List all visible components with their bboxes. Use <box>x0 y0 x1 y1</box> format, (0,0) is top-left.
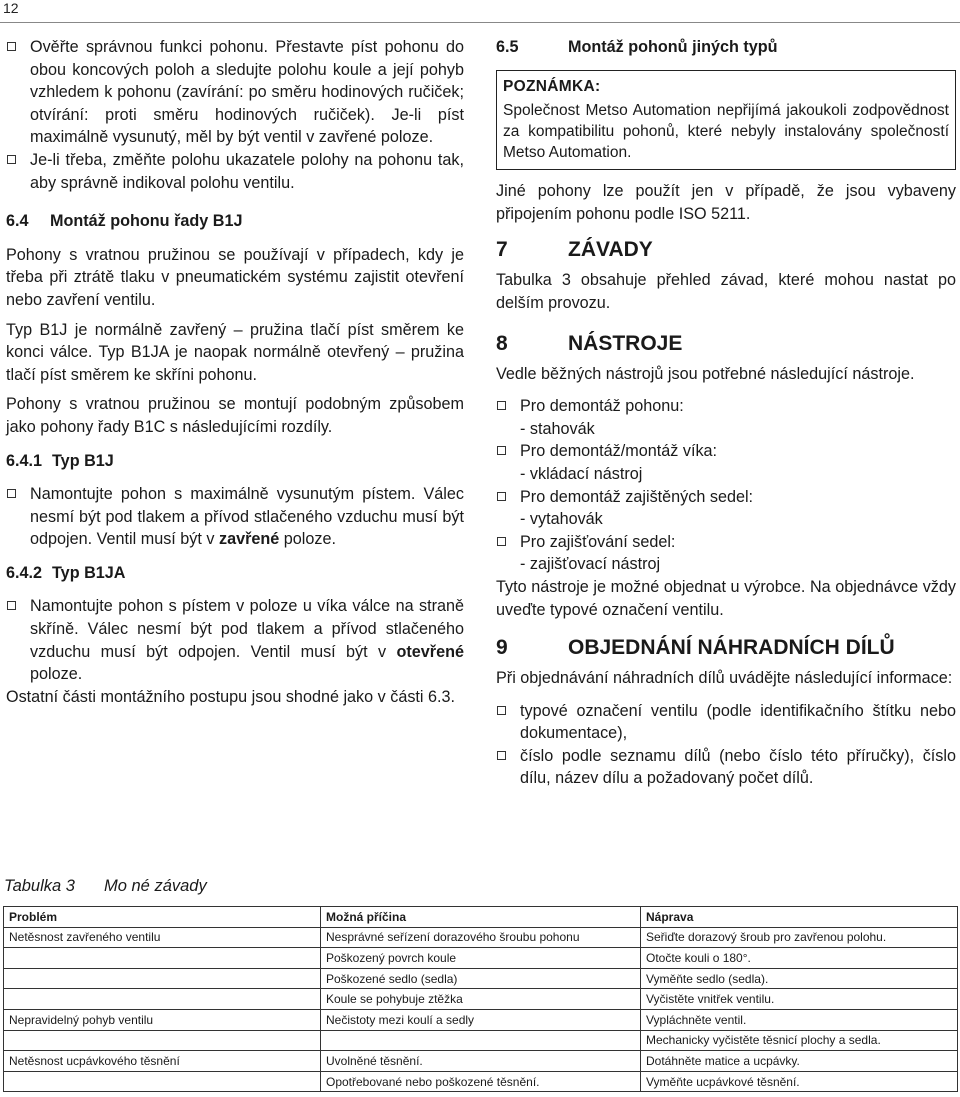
table-cell <box>4 989 321 1010</box>
section-heading-9: 9 OBJEDNÁNÍ NÁHRADNÍCH DÍLŮ <box>496 636 895 660</box>
table-cell: Nesprávné seřízení dorazového šroubu pohonu <box>321 927 641 948</box>
table-row <box>4 1009 958 1030</box>
table-cell: Dotáhněte matice a ucpávky. <box>641 1051 958 1072</box>
table-cell: Nečistoty mezi koulí a sedly <box>321 1009 641 1030</box>
list-item: typové označení ventilu (podle identifikačního štítku nebo dokumentace), <box>496 700 956 745</box>
section-heading-6-5: 6.5 Montáž pohonů jiných typů <box>496 38 778 56</box>
table-cell <box>4 948 321 969</box>
table-row <box>4 968 958 989</box>
list-item: Namontujte pohon s maximálně vysunutým pístem. Válec nesmí být pod tlakem a přívod stlačeného vzduchu musí být odpojen. Ventil musí být v zavřené poloze. <box>6 483 464 551</box>
section-heading-6-4: 6.4 Montáž pohonu řady B1J <box>6 212 243 231</box>
table-cell <box>4 968 321 989</box>
table-cell: Netěsnost ucpávkového těsnění <box>4 1051 321 1072</box>
checkbox-square-icon <box>7 601 16 610</box>
table-row <box>4 1051 958 1072</box>
note-box <box>496 70 956 171</box>
checkbox-square-icon <box>497 751 506 760</box>
checkbox-square-icon <box>7 42 16 51</box>
table-cell: Mechanicky vyčistěte těsnicí plochy a sedla. <box>641 1030 958 1051</box>
table-cell: Nepravidelný pohyb ventilu <box>4 1009 321 1030</box>
table-header-cell: Možná příčina <box>321 907 641 928</box>
checkbox-square-icon <box>497 492 506 501</box>
table-cell: Poškozené sedlo (sedla) <box>321 968 641 989</box>
list-item: Ověřte správnou funkci pohonu. Přestavte píst pohonu do obou koncových poloh a sledujte polohu koule a její pohyb vzhledem k pohonu (zavírání: po směru hodinových ručiček; otvírání: proti směru hodinových ručiček). Je-li píst maximálně vysunutý, měl by být ventil v zavřené poloze. <box>6 36 464 149</box>
table-cell: Vyměňte ucpávkové těsnění. <box>641 1071 958 1092</box>
list-item: Pro demontáž/montáž víka: - vkládací nástroj <box>496 440 956 485</box>
paragraph: Vedle běžných nástrojů jsou potřebné následující nástroje. <box>496 364 915 383</box>
table-cell: Poškozený povrch koule <box>321 948 641 969</box>
list-item: Namontujte pohon s pístem v poloze u víka válce na straně skříně. Válec nesmí být pod tlakem a přívod stlačeného vzduchu musí být odpojen. Ventil musí být v otevřené poloze. <box>6 595 464 685</box>
section-heading-8: 8 NÁSTROJE <box>496 331 683 355</box>
paragraph: Pohony s vratnou pružinou se používají v případech, kdy je třeba při ztrátě tlaku v pneumatickém systému zajistit otevření nebo zavření ventilu. <box>6 245 464 309</box>
note-text: Společnost Metso Automation nepřijímá jakoukoli zodpovědnost za kompatibilitu pohonů, které nebyly instalovány společností Metso Automation. <box>503 102 949 162</box>
table-cell <box>4 1071 321 1092</box>
table-cell <box>321 1030 641 1051</box>
list-item: Pro zajišťování sedel: - zajišťovací nástroj <box>496 531 956 576</box>
checkbox-square-icon <box>497 446 506 455</box>
table-header-cell: Problém <box>4 907 321 928</box>
section-heading-6-4-2: 6.4.2 Typ B1JA <box>6 563 126 582</box>
checkbox-square-icon <box>7 489 16 498</box>
checkbox-square-icon <box>7 155 16 164</box>
paragraph: Tabulka 3 obsahuje přehled závad, které mohou nastat po delším provozu. <box>496 271 956 312</box>
checkbox-square-icon <box>497 537 506 546</box>
table-cell: Opotřebované nebo poškozené těsnění. <box>321 1071 641 1092</box>
table-header-row <box>4 907 958 928</box>
paragraph: Ostatní části montážního postupu jsou shodné jako v části 6.3. <box>6 687 456 706</box>
table-cell: Uvolněné těsnění. <box>321 1051 641 1072</box>
table-cell: Netěsnost zavřeného ventilu <box>4 927 321 948</box>
table-row <box>4 1030 958 1051</box>
checkbox-square-icon <box>497 706 506 715</box>
left-column <box>6 36 464 708</box>
table-caption: Tabulka 3 Mo né závady <box>4 877 207 895</box>
table-row <box>4 927 958 948</box>
table-cell: Vyměňte sedlo (sedla). <box>641 968 958 989</box>
section-heading-7: 7 ZÁVADY <box>496 238 653 262</box>
table-row <box>4 989 958 1010</box>
table-header-cell: Náprava <box>641 907 958 928</box>
table-cell: Seřiďte dorazový šroub pro zavřenou polohu. <box>641 927 958 948</box>
table-cell: Vyčistěte vnitřek ventilu. <box>641 989 958 1010</box>
table-cell: Vypláchněte ventil. <box>641 1009 958 1030</box>
paragraph: Tyto nástroje je možné objednat u výrobce. Na objednávce vždy uveďte typové označení ventilu. <box>496 577 956 619</box>
note-title: POZNÁMKA: <box>503 77 601 95</box>
list-item: Pro demontáž zajištěných sedel: - vytahovák <box>496 486 956 531</box>
checkbox-square-icon <box>497 401 506 410</box>
table-cell: Koule se pohybuje ztěžka <box>321 989 641 1010</box>
table-cell: Otočte kouli o 180°. <box>641 948 958 969</box>
list-item: Je-li třeba, změňte polohu ukazatele polohy na pohonu tak, aby správně indikoval polohu ventilu. <box>6 149 464 194</box>
right-column <box>496 36 956 790</box>
paragraph: Při objednávání náhradních dílů uvádějte následující informace: <box>496 669 953 688</box>
list-item: Pro demontáž pohonu: - stahovák <box>496 395 956 440</box>
list-item: číslo podle seznamu dílů (nebo číslo této příručky), číslo dílu, název dílu a požadovaný počet dílů. <box>496 745 956 790</box>
faults-table <box>3 906 958 1092</box>
section-heading-6-4-1: 6.4.1 Typ B1J <box>6 451 114 470</box>
table-row <box>4 1071 958 1092</box>
paragraph: Pohony s vratnou pružinou se montují podobným způsobem jako pohony řady B1C s následujícími rozdíly. <box>6 395 464 436</box>
table-cell <box>4 1030 321 1051</box>
paragraph: Typ B1J je normálně zavřený – pružina tlačí píst směrem ke konci válce. Typ B1JA je naopak normálně otevřený – pružina tlačí píst směrem ke skříni pohonu. <box>6 320 464 384</box>
page-number: 12 <box>3 0 19 16</box>
table-row <box>4 948 958 969</box>
paragraph: Jiné pohony lze použít jen v případě, že jsou vybaveny připojením pohonu podle ISO 5211. <box>496 182 956 223</box>
header-rule <box>0 22 960 23</box>
